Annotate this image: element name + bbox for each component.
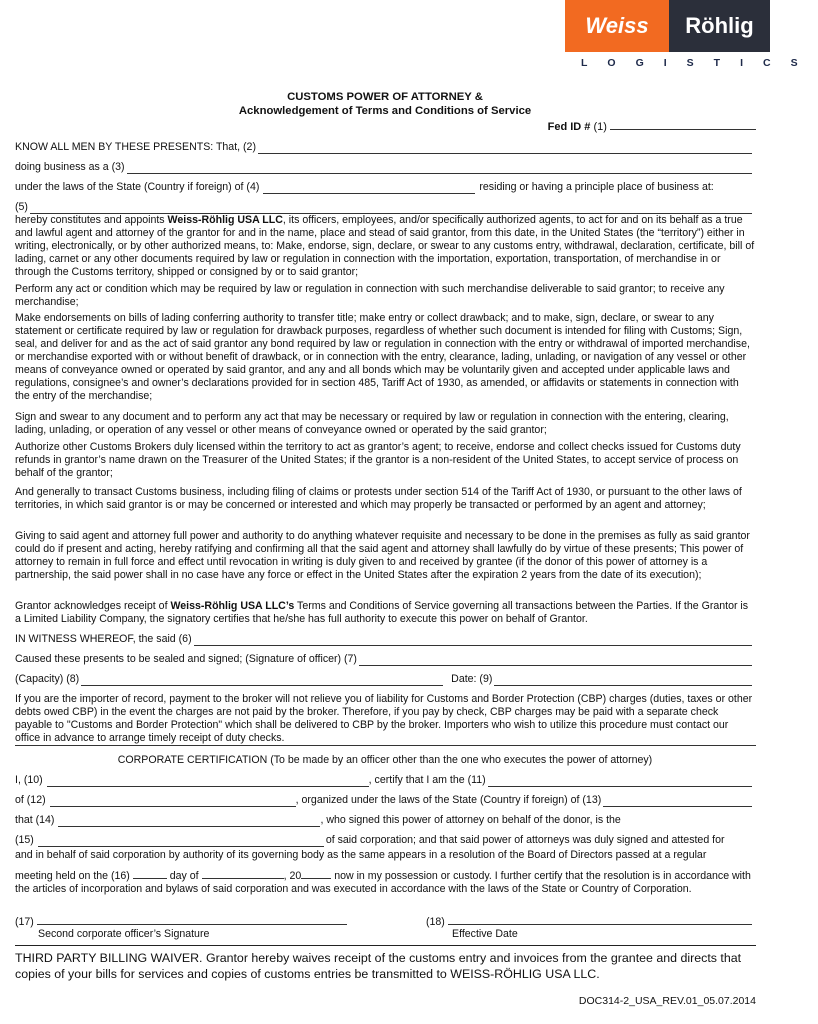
second-officer-field[interactable] xyxy=(37,914,347,925)
officer-row xyxy=(15,774,752,787)
para-acknowledge xyxy=(15,600,756,626)
doc-code: DOC314-2_USA_REV.01_05.07.2014 xyxy=(578,995,756,1007)
capacity-label: (Capacity) (8) xyxy=(15,673,80,685)
para-giving: Giving to said agent and attorney full power and authority to do anything whatever requisite and necessary to be done in the premises as fully as said grantor could do if present and acting, hereby ratifying and confirming all that the said agent and attorney shall lawfully do by virtue of these presents; This power of attorney to remain in full force and effect until revocation in writing is duly given to and received by grantee (if the donor of this power of attorney is a partnership, the said power shall in no case have any force or effect in the United States after the expiration 2 years from the date of its execution); xyxy=(15,530,750,581)
para-ack-post: Terms and Conditions of Service governing all transactions between the Parties. If the Grantor is a Limited Liability Company, the signatory certifies that he/she has full authority to execute this power on behalf of Grantor. xyxy=(15,600,749,625)
signer-field[interactable] xyxy=(58,816,320,827)
fed-id-row xyxy=(548,119,756,134)
signature-field[interactable] xyxy=(359,655,752,666)
officer-field[interactable] xyxy=(47,776,369,787)
dba-row xyxy=(15,161,752,174)
corp-state-field[interactable] xyxy=(603,796,752,807)
meeting-day-label: day of xyxy=(169,870,199,882)
address-field[interactable] xyxy=(30,203,752,214)
dba-field[interactable] xyxy=(127,163,752,174)
second-officer-signature xyxy=(15,914,347,929)
grantor-name-label: KNOW ALL MEN BY THESE PRESENTS: That, (2) xyxy=(15,141,256,153)
fed-id-field[interactable] xyxy=(610,119,756,130)
grantor-name-field[interactable] xyxy=(258,143,752,154)
meeting-day-field[interactable] xyxy=(133,868,167,879)
fed-id-num: (1) xyxy=(593,121,607,133)
corp-field[interactable] xyxy=(50,796,296,807)
company-name-ack: Weiss-Röhlig USA LLC’s xyxy=(170,600,295,612)
signer-post: , who signed this power of attorney on behalf of the donor, is the xyxy=(320,814,621,826)
doc-title-2: Acknowledgement of Terms and Conditions of Service xyxy=(238,105,532,117)
grantor-name-row xyxy=(15,141,752,154)
dba-label: doing business as a (3) xyxy=(15,161,125,173)
date-field[interactable] xyxy=(494,675,752,686)
state-label: under the laws of the State (Country if foreign) of (4) xyxy=(15,181,260,193)
corp-state-label: , organized under the laws of the State (Country if foreign) of (13) xyxy=(295,794,602,806)
effective-date-field[interactable] xyxy=(448,914,752,925)
address-label: (5) xyxy=(15,201,28,213)
state-row xyxy=(15,181,752,194)
logo-logistics: LOGISTICS xyxy=(581,57,818,69)
para-endorse: Make endorsements on bills of lading conferring authority to transfer title; make entry or collect drawback; and to make, sign, declare, or swear to any statement or certificate required by law or regulation for drawback purposes, regardless of whether such document is intended for filing with Customs; Sign, seal, and deliver for and as the act of said grantor any bond required by law or regulation in connection with the entry or withdrawal of imported merchandise, or merchandise exported with or without benefit of drawback, or in connection with the entry, clearance, lading, unlading, or navigation of any vessel or other means of conveyance owned or operated by said grantor, and any and all bonds which may be voluntarily given and accepted under applicable laws and regulations, consignee’s and owner’s declarations provided for in section 485, Tariff Act of 1930, as amended, or affidavits or statements in connection with the entry of the merchandise; xyxy=(15,312,750,402)
officer-label: I, (10) xyxy=(15,774,43,786)
meeting-year-label: , 20 xyxy=(283,870,302,882)
date-label: Date: (9) xyxy=(451,673,493,685)
witness-label: IN WITNESS WHEREOF, the said (6) xyxy=(15,633,192,645)
position-label: (15) xyxy=(15,834,34,846)
witness-row xyxy=(15,633,752,646)
position-cont: and in behalf of said corporation by authority of its governing body as the same appears in a resolution of the Board of Directors passed at a regular xyxy=(15,849,707,861)
capacity-row xyxy=(15,673,752,686)
second-officer-label: Second corporate officer’s Signature xyxy=(38,928,210,940)
logo-weiss: Weiss xyxy=(565,0,669,52)
effective-date-num: (18) xyxy=(426,916,445,928)
position-field[interactable] xyxy=(38,836,324,847)
witness-field[interactable] xyxy=(194,635,752,646)
second-officer-num: (17) xyxy=(15,916,34,928)
title-label: , certify that I am the (11) xyxy=(368,774,486,786)
para-appoint xyxy=(15,214,756,279)
third-party-waiver: THIRD PARTY BILLING WAIVER. Grantor hereby waives receipt of the customs entry and invoices from the grantee and directs that copies of your bills for services and copies of customs entries be transmitted to WEISS-RÖHLIG USA LLC. xyxy=(15,951,742,981)
position-row xyxy=(15,834,752,847)
corp-label: of (12) xyxy=(15,794,46,806)
importer-note: If you are the importer of record, payment to the broker will not relieve you of liability for Customs and Border Protection (CBP) charges (duties, taxes or other debts owed CBP) in the event the charges are not paid by the broker. Therefore, if you pay by check, CBP charges may be paid with a separate check payable to "Customs and Border Protection" which shall be delivered to CBP by the broker. Importers who wish to utilize this procedure must contact our office in advance to arrange timely receipt of duty checks. xyxy=(15,693,753,744)
capacity-field[interactable] xyxy=(81,675,443,686)
corp-row xyxy=(15,794,752,807)
title-field[interactable] xyxy=(488,776,752,787)
divider-1 xyxy=(15,745,756,746)
company-logo xyxy=(565,0,818,73)
fed-id-label: Fed ID # xyxy=(547,121,591,133)
signature-label: Caused these presents to be sealed and signed; (Signature of officer) (7) xyxy=(15,653,357,665)
address-row xyxy=(15,201,752,214)
meeting-year-field[interactable] xyxy=(301,868,331,879)
corporate-heading: CORPORATE CERTIFICATION (To be made by an officer other than the one who executes the power of attorney) xyxy=(117,754,653,766)
logo-rohlig: Röhlig xyxy=(669,0,770,52)
state-field[interactable] xyxy=(263,183,475,194)
para-swear: Sign and swear to any document and to perform any act that may be necessary or required by law or regulation in connection with the entering, clearing, lading, unlading, or operation of any vessel or other means of conveyance owned or operated by the said grantor; xyxy=(15,411,729,436)
para-transact: And generally to transact Customs business, including filing of claims or protests under section 514 of the Tariff Act of 1930, or pursuant to the other laws of territories, in which said grantor is or may be concerned or interested and which may properly be transacted or performed by an agent and attorney; xyxy=(15,486,742,511)
effective-date-label: Effective Date xyxy=(452,928,518,940)
effective-date xyxy=(426,914,752,929)
para-appoint-post: , its officers, employees, and/or specifically authorized agents, to act for and on its behalf as a true and lawful agent and attorney of the grantor for and in the name, place and stead of said grantor, from this date, in the United States (the “territory”) either in writing, electronically, or by other authorized means, to: Make, endorse, sign, declare, or swear to any customs entry, withdrawal, declaration, certificate, bill of lading, carnet or any other documents required by law or regulation in connection with the importation, exportation, transportation, of merchandise in or through the Customs territory, shipped or consigned by or to said grantor; xyxy=(15,214,755,278)
meeting-label: meeting held on the (16) xyxy=(15,870,130,882)
signer-label: that (14) xyxy=(15,814,55,826)
signature-row xyxy=(15,653,752,666)
meeting-para xyxy=(15,868,756,896)
divider-2 xyxy=(15,945,756,946)
signer-row xyxy=(15,814,752,827)
para-ack-pre: Grantor acknowledges receipt of xyxy=(15,600,171,612)
state-post: residing or having a principle place of business at: xyxy=(479,181,714,193)
meeting-post: now in my possession or custody. I further certify that the resolution is in accordance with the articles of incorporation and bylaws of said corporation and was executed in accordance with the laws of the State or Country of Corporation. xyxy=(15,870,751,895)
position-post: of said corporation; and that said power of attorneys was duly signed and attested for xyxy=(325,834,725,846)
meeting-month-field[interactable] xyxy=(202,868,284,879)
doc-title-1: CUSTOMS POWER OF ATTORNEY & xyxy=(287,91,483,103)
company-name: Weiss-Röhlig USA LLC xyxy=(167,214,283,226)
para-appoint-pre: hereby constitutes and appoints xyxy=(15,214,168,226)
para-perform: Perform any act or condition which may be required by law or regulation in connection with such merchandise deliverable to said grantor; to receive any merchandise; xyxy=(15,283,725,308)
para-authorize: Authorize other Customs Brokers duly licensed within the territory to act as grantor’s agent; to receive, endorse and collect checks issued for Customs duty refunds in grantor’s name drawn on the Treasurer of the United States; if the grantor is a non-resident of the United States, to accept service of process on behalf of the grantor; xyxy=(15,441,741,479)
